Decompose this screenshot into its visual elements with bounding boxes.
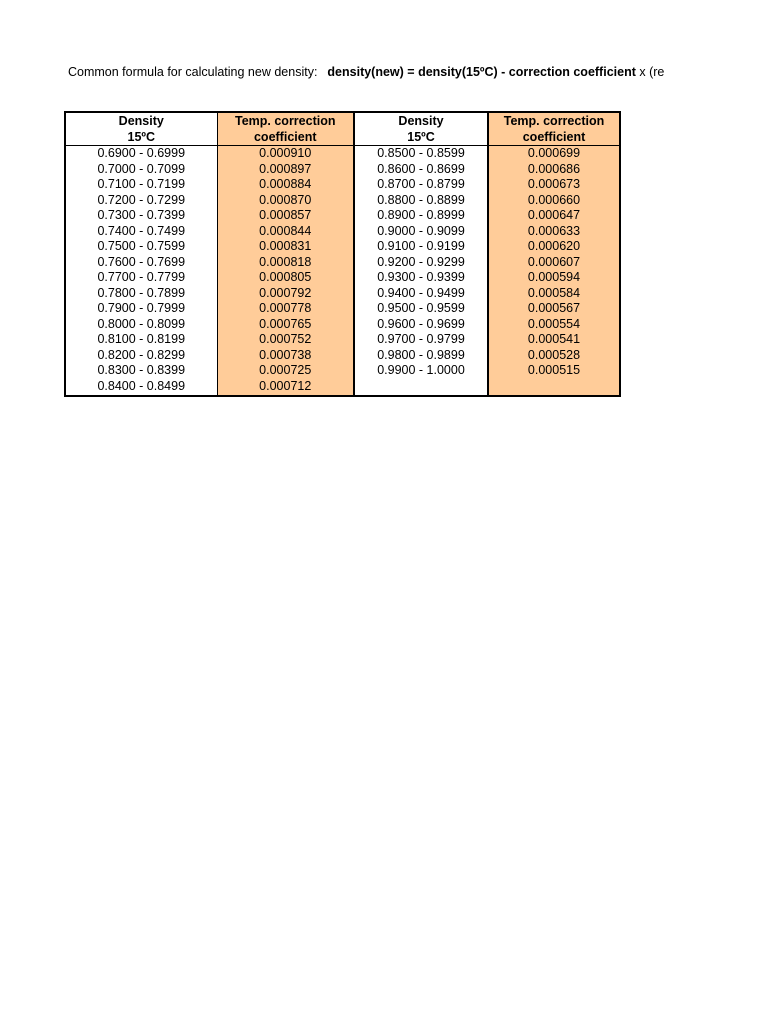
density-range-cell: 0.9800 - 0.9899	[354, 348, 488, 364]
density-range-cell: 0.9400 - 0.9499	[354, 286, 488, 302]
coefficient-cell: 0.000620	[488, 239, 620, 255]
table-row	[65, 224, 620, 240]
formula-line	[68, 64, 758, 80]
density-range-cell: 0.9600 - 0.9699	[354, 317, 488, 333]
coefficient-cell: 0.000567	[488, 301, 620, 317]
density-correction-table	[64, 111, 621, 397]
density-range-cell: 0.7700 - 0.7799	[65, 270, 217, 286]
coefficient-cell: 0.000831	[217, 239, 354, 255]
coefficient-cell: 0.000792	[217, 286, 354, 302]
coefficient-cell: 0.000660	[488, 193, 620, 209]
table-row	[65, 193, 620, 209]
table-header-row	[65, 112, 620, 146]
coefficient-cell: 0.000541	[488, 332, 620, 348]
coefficient-cell: 0.000844	[217, 224, 354, 240]
density-range-cell: 0.7200 - 0.7299	[65, 193, 217, 209]
table-row	[65, 177, 620, 193]
coefficient-cell: 0.000584	[488, 286, 620, 302]
coefficient-cell: 0.000712	[217, 379, 354, 397]
coefficient-cell: 0.000818	[217, 255, 354, 271]
table-row	[65, 332, 620, 348]
table-row	[65, 208, 620, 224]
coefficient-cell: 0.000738	[217, 348, 354, 364]
density-range-cell: 0.9300 - 0.9399	[354, 270, 488, 286]
density-range-cell: 0.7000 - 0.7099	[65, 162, 217, 178]
table-row	[65, 348, 620, 364]
coefficient-cell: 0.000647	[488, 208, 620, 224]
density-range-cell: 0.8200 - 0.8299	[65, 348, 217, 364]
density-range-cell: 0.7100 - 0.7199	[65, 177, 217, 193]
header-density-2: Density 15ºC	[354, 112, 488, 146]
table-row	[65, 255, 620, 271]
coefficient-cell: 0.000528	[488, 348, 620, 364]
coefficient-cell: 0.000752	[217, 332, 354, 348]
coefficient-cell: 0.000554	[488, 317, 620, 333]
coefficient-cell: 0.000870	[217, 193, 354, 209]
density-range-cell: 0.9700 - 0.9799	[354, 332, 488, 348]
density-range-cell: 0.8600 - 0.8699	[354, 162, 488, 178]
coefficient-cell: 0.000778	[217, 301, 354, 317]
formula-expression: density(new) = density(15ºC) - correction coefficient	[327, 65, 636, 79]
density-range-cell: 0.9000 - 0.9099	[354, 224, 488, 240]
coefficient-cell: 0.000699	[488, 146, 620, 162]
header-density-1: Density 15ºC	[65, 112, 217, 146]
coefficient-cell: 0.000884	[217, 177, 354, 193]
density-range-cell: 0.7600 - 0.7699	[65, 255, 217, 271]
density-range-cell: 0.8700 - 0.8799	[354, 177, 488, 193]
formula-expression-rest: x (re	[635, 65, 665, 79]
density-range-cell: 0.8500 - 0.8599	[354, 146, 488, 162]
density-range-cell: 0.8900 - 0.8999	[354, 208, 488, 224]
density-range-cell: 0.9900 - 1.0000	[354, 363, 488, 379]
table-row	[65, 270, 620, 286]
coefficient-cell: 0.000725	[217, 363, 354, 379]
density-range-cell: 0.8100 - 0.8199	[65, 332, 217, 348]
coefficient-cell: 0.000673	[488, 177, 620, 193]
density-range-cell: 0.6900 - 0.6999	[65, 146, 217, 162]
coefficient-cell: 0.000607	[488, 255, 620, 271]
header-coefficient-2: Temp. correction coefficient	[488, 112, 620, 146]
density-range-cell: 0.9100 - 0.9199	[354, 239, 488, 255]
header-coefficient-1: Temp. correction coefficient	[217, 112, 354, 146]
density-range-cell: 0.7500 - 0.7599	[65, 239, 217, 255]
coefficient-cell: 0.000686	[488, 162, 620, 178]
table-row	[65, 363, 620, 379]
density-range-cell: 0.7900 - 0.7999	[65, 301, 217, 317]
coefficient-cell: 0.000515	[488, 363, 620, 379]
coefficient-cell: 0.000633	[488, 224, 620, 240]
coefficient-cell	[488, 379, 620, 397]
density-range-cell	[354, 379, 488, 397]
coefficient-cell: 0.000857	[217, 208, 354, 224]
table-row	[65, 286, 620, 302]
density-range-cell: 0.9200 - 0.9299	[354, 255, 488, 271]
table-row	[65, 317, 620, 333]
density-range-cell: 0.8400 - 0.8499	[65, 379, 217, 397]
coefficient-cell: 0.000910	[217, 146, 354, 162]
density-range-cell: 0.8000 - 0.8099	[65, 317, 217, 333]
coefficient-cell: 0.000805	[217, 270, 354, 286]
coefficient-cell: 0.000594	[488, 270, 620, 286]
table-row	[65, 239, 620, 255]
coefficient-cell: 0.000897	[217, 162, 354, 178]
table-row	[65, 162, 620, 178]
formula-label: Common formula for calculating new density:	[68, 65, 318, 79]
density-range-cell: 0.7800 - 0.7899	[65, 286, 217, 302]
density-range-cell: 0.7300 - 0.7399	[65, 208, 217, 224]
table-row	[65, 379, 620, 397]
density-range-cell: 0.8300 - 0.8399	[65, 363, 217, 379]
table-row	[65, 146, 620, 162]
table-row	[65, 301, 620, 317]
coefficient-cell: 0.000765	[217, 317, 354, 333]
density-range-cell: 0.9500 - 0.9599	[354, 301, 488, 317]
density-range-cell: 0.7400 - 0.7499	[65, 224, 217, 240]
density-range-cell: 0.8800 - 0.8899	[354, 193, 488, 209]
